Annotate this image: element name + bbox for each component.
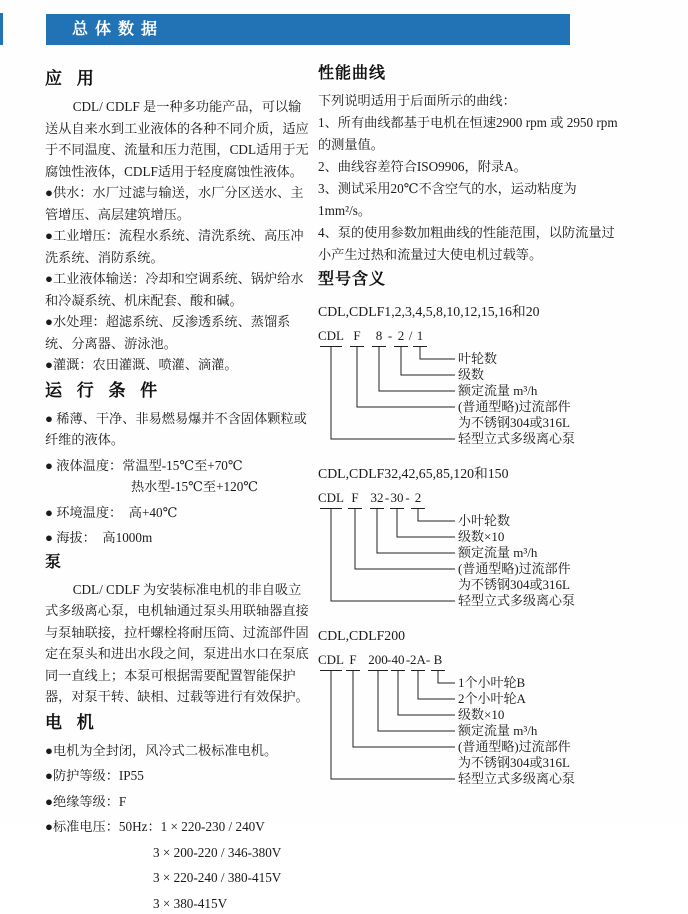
page-edge-accent bbox=[0, 13, 3, 45]
application-bullet-water-treatment: ●水处理：超滤系统、反渗透系统、蒸馏系统、分离器、游泳池。 bbox=[45, 311, 313, 354]
page-title: 总体数据 bbox=[72, 21, 164, 38]
right-column bbox=[318, 60, 620, 791]
model-diagram-3 bbox=[318, 651, 620, 791]
model-diagram-1 bbox=[318, 327, 620, 451]
model2-code-material: F bbox=[351, 489, 358, 506]
model-series-3: CDL,CDLF200 bbox=[318, 626, 620, 646]
curves-note-3: 3、测试采用20℃不含空气的水，运动粘度为1mm²/s。 bbox=[318, 178, 620, 222]
model2-code-series: CDL bbox=[318, 489, 344, 506]
application-bullet-irrigation: ●灌溉：农田灌溉、喷灌、滴灌。 bbox=[45, 354, 313, 376]
model1-label-stages: 级数 bbox=[458, 367, 484, 383]
operating-liquid-temp-hot: 热水型-15℃至+120℃ bbox=[131, 476, 313, 498]
model2-code-sep2: - bbox=[405, 489, 409, 506]
application-heading: 应 用 bbox=[45, 64, 313, 89]
model2-code-small-impellers: 2 bbox=[415, 489, 422, 506]
model1-label-pump-type: 轻型立式多级离心泵 bbox=[458, 431, 575, 447]
model2-label-material-1: (普通型略)过流部件 bbox=[458, 561, 571, 577]
model2-label-pump-type: 轻型立式多级离心泵 bbox=[458, 593, 575, 609]
motor-bullet-insulation: ●绝缘等级：F bbox=[45, 791, 313, 813]
model3-code-impeller-a: 2A bbox=[410, 651, 426, 668]
operating-ambient-temp: ● 环境温度： 高+40℃ bbox=[45, 502, 313, 524]
model1-label-material-2: 为不锈钢304或316L bbox=[458, 415, 570, 431]
model2-code-stages: 30 bbox=[391, 489, 404, 506]
model3-code-sep1: - bbox=[387, 651, 391, 668]
model1-label-impellers: 叶轮数 bbox=[458, 351, 497, 367]
model1-code-impellers: 1 bbox=[417, 327, 424, 344]
application-bullet-liquid-transfer: ●工业液体输送：冷却和空调系统、锅炉给水和冷凝系统、机床配套、酸和碱。 bbox=[45, 268, 313, 311]
model3-label-material-1: (普通型略)过流部件 bbox=[458, 739, 571, 755]
motor-bullet-protection: ●防护等级：IP55 bbox=[45, 765, 313, 787]
pump-description: CDL/ CDLF 为安装标准电机的非自吸立式多级离心泵，电机轴通过泵头用联轴器直接与泵轴联接，拉杆螺栓将耐压筒、过流部件固定在泵头和进出水段之间，泵进出水口在泵底同一直线上；本泵可根据需要配置智能保护器，对泵干转、缺相、过载等进行有效保护。 bbox=[45, 579, 313, 708]
model3-label-pump-type: 轻型立式多级离心泵 bbox=[458, 771, 575, 787]
model3-label-stages: 级数×10 bbox=[458, 707, 504, 723]
pump-heading: 泵 bbox=[45, 549, 313, 572]
model1-code-flow: 8 bbox=[376, 327, 383, 344]
left-column bbox=[45, 64, 313, 914]
model3-label-flow: 额定流量 m³/h bbox=[458, 723, 537, 739]
model3-label-impeller-a: 2个小叶轮A bbox=[458, 691, 526, 707]
model3-code-sep3: - bbox=[426, 651, 430, 668]
model2-label-small-impellers: 小叶轮数 bbox=[458, 513, 510, 529]
model1-label-flow: 额定流量 m³/h bbox=[458, 383, 537, 399]
model1-code-sep2: / bbox=[409, 327, 413, 344]
model-diagram-2 bbox=[318, 489, 620, 613]
operating-liquid-type: ● 稀薄、干净、非易燃易爆并不含固体颗粒或纤维的液体。 bbox=[45, 408, 313, 451]
model3-code-flow: 200 bbox=[368, 651, 388, 668]
model3-label-impeller-b: 1个小叶轮B bbox=[458, 675, 525, 691]
section-title-bar bbox=[46, 14, 570, 45]
model2-label-flow: 额定流量 m³/h bbox=[458, 545, 537, 561]
curves-note-2: 2、曲线容差符合ISO9906，附录A。 bbox=[318, 156, 620, 178]
curves-note-4: 4、泵的使用参数加粗曲线的性能范围，以防流量过小产生过热和流量过大使电机过载等。 bbox=[318, 222, 620, 266]
curves-heading: 性能曲线 bbox=[318, 60, 620, 83]
model-series-1: CDL,CDLF1,2,3,4,5,8,10,12,15,16和20 bbox=[318, 302, 620, 322]
motor-voltage-3: 3 × 380-415V bbox=[153, 893, 313, 914]
curves-intro: 下列说明适用于后面所示的曲线： bbox=[318, 90, 620, 112]
model1-label-material-1: (普通型略)过流部件 bbox=[458, 399, 571, 415]
model2-label-stages: 级数×10 bbox=[458, 529, 504, 545]
motor-voltage-0: 1 × 220-230 / 240V bbox=[161, 819, 265, 834]
model1-code-stages: 2 bbox=[398, 327, 405, 344]
models-heading: 型号含义 bbox=[318, 266, 620, 289]
model3-code-stages: 40 bbox=[392, 651, 405, 668]
application-bullet-water-supply: ●供水：水厂过滤与输送，水厂分区送水、主管增压、高层建筑增压。 bbox=[45, 182, 313, 225]
motor-voltage-line1 bbox=[45, 816, 313, 838]
application-bullet-industrial-boost: ●工业增压：流程水系统、清洗系统、高压冲洗系统、消防系统。 bbox=[45, 225, 313, 268]
motor-heading: 电 机 bbox=[45, 708, 313, 733]
model1-code-series: CDL bbox=[318, 327, 344, 344]
curves-note-1: 1、所有曲线都基于电机在恒速2900 rpm 或 2950 rpm 的测量值。 bbox=[318, 112, 620, 156]
application-intro: CDL/ CDLF 是一种多功能产品，可以输送从自来水到工业液体的各种不同介质，适应于不同温度、流量和压力范围，CDL适用于无腐蚀性液体，CDLF适用于轻度腐蚀性液体。 bbox=[45, 96, 313, 182]
model1-code-material: F bbox=[353, 327, 360, 344]
operating-heading: 运 行 条 件 bbox=[45, 376, 313, 401]
model2-code-flow: 32 bbox=[371, 489, 384, 506]
model3-code-material: F bbox=[349, 651, 356, 668]
model3-code-impeller-b: B bbox=[434, 651, 443, 668]
motor-voltage-label: ●标准电压：50Hz： bbox=[45, 819, 161, 834]
model1-code-sep1: - bbox=[388, 327, 392, 344]
motor-voltage-2: 3 × 220-240 / 380-415V bbox=[153, 867, 313, 889]
motor-bullet-type: ●电机为全封闭，风冷式二极标准电机。 bbox=[45, 740, 313, 762]
model3-label-material-2: 为不锈钢304或316L bbox=[458, 755, 570, 771]
model3-code-series: CDL bbox=[318, 651, 344, 668]
motor-voltage-1: 3 × 200-220 / 346-380V bbox=[153, 842, 313, 864]
model2-code-sep1: - bbox=[385, 489, 389, 506]
model2-label-material-2: 为不锈钢304或316L bbox=[458, 577, 570, 593]
operating-liquid-temp: ● 液体温度：常温型-15℃至+70℃ bbox=[45, 455, 313, 477]
model3-code-sep2: - bbox=[406, 651, 410, 668]
operating-altitude: ● 海拔： 高1000m bbox=[45, 527, 313, 549]
model-series-2: CDL,CDLF32,42,65,85,120和150 bbox=[318, 464, 620, 484]
